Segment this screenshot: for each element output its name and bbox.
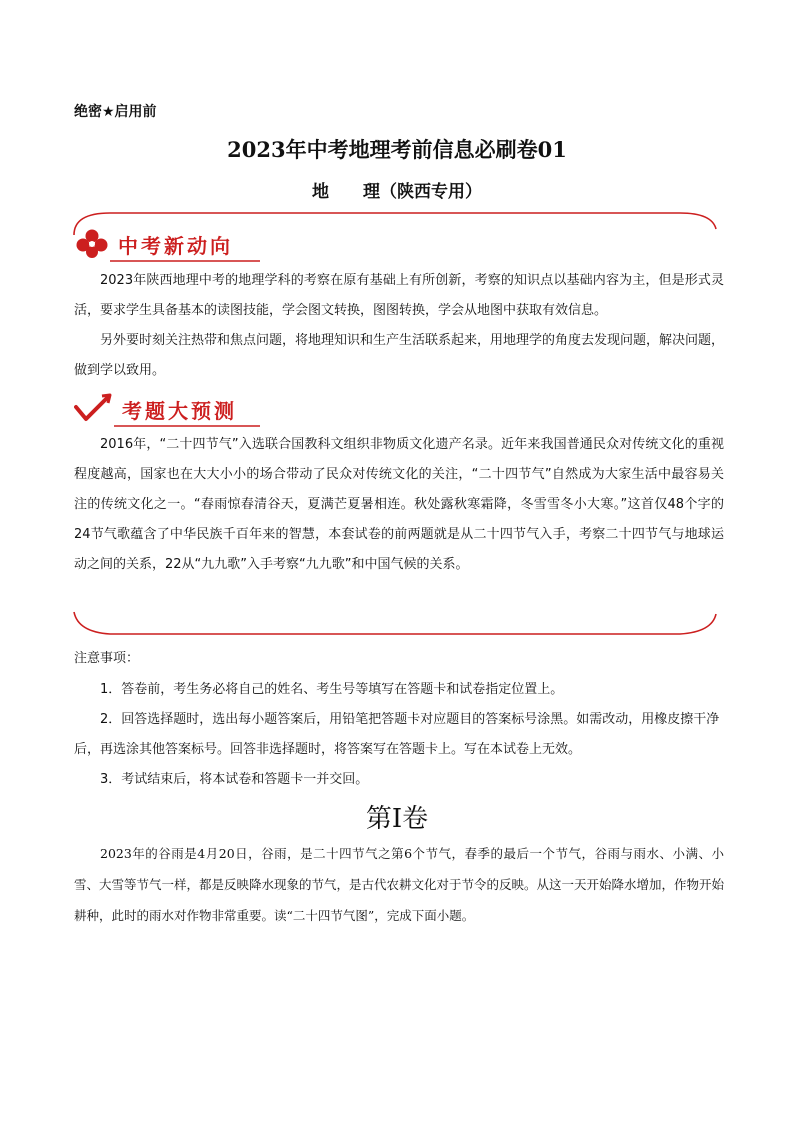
subject-char-rest: 理（陕西专用） [363,182,482,202]
notes-item: 3．考试结束后，将本试卷和答题卡一并交回。 [100,772,369,787]
clover-icon [74,228,110,260]
volume-title: 第Ⅰ卷 [365,804,429,834]
forecast-text [74,430,724,580]
notes-list [74,675,724,795]
notes-item: 2．回答选择题时，选出每小题答案后，用铅笔把答题卡对应题目的答案标号涂黑。如需改动，用橡皮擦干净后，再选涂其他答案标号。回答非选择题时，将答案写在答题卡上。写在本试卷上无效。 [74,712,720,757]
confidential-label: 绝密★启用前 [74,104,157,120]
frame-bottom-curve [0,606,794,646]
forecast-heading-label: 考题大预测 [122,398,237,423]
page-title: 2023年中考地理考前信息必刷卷01 [227,137,567,162]
volume-intro [74,838,724,931]
trend-heading-label: 中考新动向 [118,233,233,258]
subject-char-1: 地 [312,182,329,202]
trend-section-heading [74,227,233,261]
forecast-section-heading [74,392,237,426]
trend-paragraph: 另外要时刻关注热带和焦点问题，将地理知识和生产生活联系起来，用地理学的角度去发现问题，解决问题，做到学以致用。 [74,333,725,378]
trend-text [74,266,724,386]
check-arrow-icon [74,393,114,425]
volume-intro-paragraph: 2023年的谷雨是4月20日，谷雨，是二十四节气之第6个节气，春季的最后一个节气，谷雨与雨水、小满、小雪、大雪等节气一样，都是反映降水现象的节气，是古代农耕文化对于节令的反映。从这一天开始降水增加，作物开始耕种，此时的雨水对作物非常重要。读“二十四节气图”，完成下面小题。 [74,846,725,923]
notes-title: 注意事项： [74,651,140,666]
forecast-paragraph: 2016年，“二十四节气”入选联合国教科文组织非物质文化遗产名录。近年来我国普通民众对传统文化的重视程度越高，国家也在大大小小的场合带动了民众对传统文化的关注，“二十四节气”自然成为大家生活中最容易关注的传统文化之一。“春雨惊春清谷天，夏满芒夏暑相连。秋处露秋寒霜降，冬雪雪冬小大寒。”这首仅48个字的24节气歌蕴含了中华民族千百年来的智慧，本套试卷的前两题就是从二十四节气入手，考察二十四节气与地球运动之间的关系，22从“九九歌”入手考察“九九歌”和中国气候的关系。 [74,437,724,572]
notes-item: 1．答卷前，考生务必将自己的姓名、考生号等填写在答题卡和试卷指定位置上。 [100,682,564,697]
trend-paragraph: 2023年陕西地理中考的地理学科的考察在原有基础上有所创新，考察的知识点以基础内容为主，但是形式灵活，要求学生具备基本的读图技能，学会图文转换，图图转换，学会从地图中获取有效信息。 [74,273,724,318]
subject-subtitle [0,177,794,202]
